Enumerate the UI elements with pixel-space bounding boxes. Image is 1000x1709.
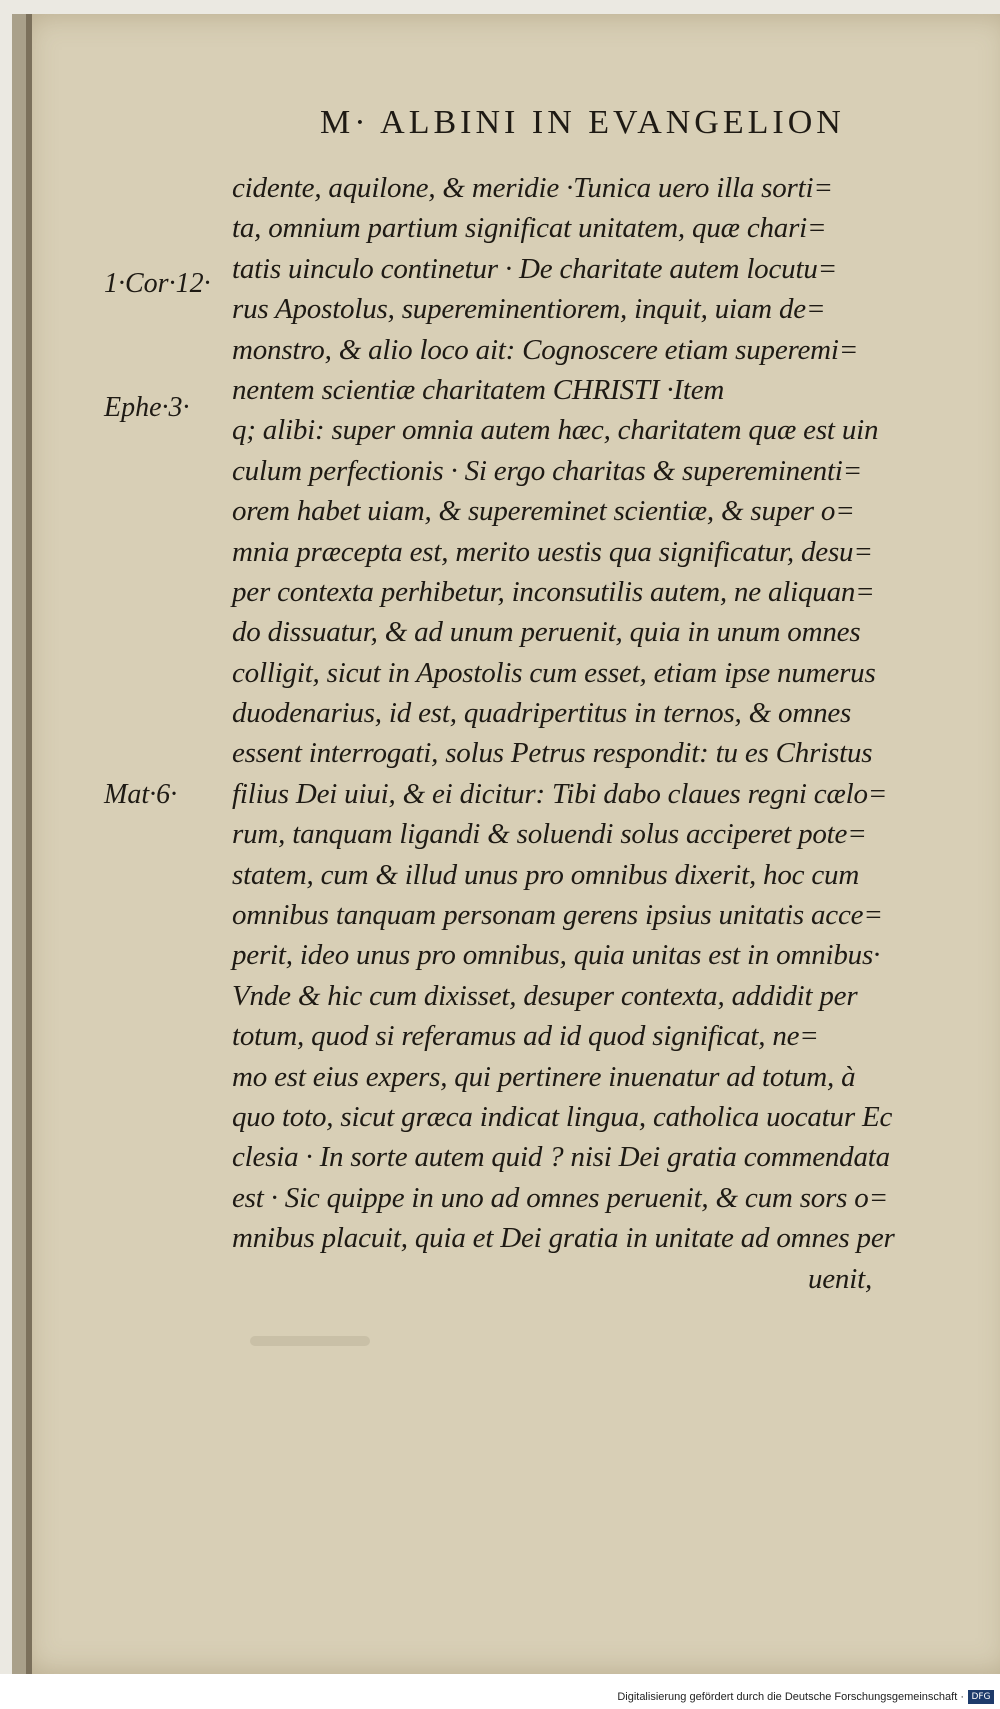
- text-line: Vnde & hic cum dixisset, desuper contexta, addidit per: [232, 979, 858, 1012]
- text-line: totum, quod si referamus ad id quod significat, ne=: [232, 1020, 819, 1053]
- text-line: cidente, aquilone, & meridie ·Tunica uero illa sorti=: [232, 172, 833, 204]
- text-line: tatis uinculo continetur · De charitate autem locutu=: [232, 252, 837, 285]
- running-head: M· ALBINI IN EVANGELION: [320, 104, 845, 141]
- text-line: quo toto, sicut græca indicat lingua, catholica uocatur Ec: [232, 1100, 893, 1133]
- text-line: clesia · In sorte autem quid ? nisi Dei gratia commendata: [232, 1141, 890, 1174]
- text-line: nentem scientiæ charitatem CHRISTI ·Item: [232, 373, 725, 406]
- text-line: monstro, & alio loco ait: Cognoscere etiam superemi=: [232, 333, 859, 366]
- dfg-logo: DFG: [968, 1690, 994, 1704]
- margin-note-ephe: Ephe·3·: [104, 392, 190, 423]
- text-line: essent interrogati, solus Petrus respondit: tu es Christus: [232, 737, 873, 770]
- text-line: filius Dei uiui, & ei dicitur: Tibi dabo claues regni cælo=: [232, 777, 888, 810]
- ink-smudge: [250, 1336, 370, 1346]
- text-line: perit, ideo unus pro omnibus, quia unitas est in omnibus·: [232, 939, 881, 972]
- text-line: duodenarius, id est, quadripertitus in ternos, & omnes: [232, 697, 852, 730]
- text-line: statem, cum & illud unus pro omnibus dixerit, hoc cum: [232, 858, 860, 891]
- text-line: ta, omnium partium significat unitatem, quæ chari=: [232, 212, 827, 245]
- text-line: mnibus placuit, quia et Dei gratia in unitate ad omnes per: [232, 1222, 895, 1255]
- text-line: orem habet uiam, & supereminet scientiæ, & super o=: [232, 495, 855, 528]
- text-line: rus Apostolus, supereminentiorem, inquit, uiam de=: [232, 293, 826, 326]
- text-line: culum perfectionis · Si ergo charitas & supereminenti=: [232, 454, 863, 487]
- page-gutter-edge: [26, 14, 32, 1674]
- body-text: [232, 168, 932, 1299]
- catchword: uenit,: [807, 1262, 872, 1295]
- text-line: do dissuatur, & ad unum peruenit, quia in unum omnes: [232, 616, 861, 649]
- footer-credit: Digitalisierung gefördert durch die Deutsche Forschungsgemeinschaft ·: [617, 1691, 964, 1703]
- text-line: rum, tanquam ligandi & soluendi solus acciperet pote=: [232, 818, 867, 851]
- text-line: mo est eius expers, qui pertinere inuenatur ad totum, à: [232, 1060, 856, 1093]
- text-line: q; alibi: super omnia autem hæc, charitatem quæ est uin: [232, 414, 879, 447]
- margin-note-mat: Mat·6·: [104, 779, 178, 810]
- text-line: est · Sic quippe in uno ad omnes peruenit, & cum sors o=: [232, 1181, 888, 1214]
- text-line: colligit, sicut in Apostolis cum esset, etiam ipse numerus: [232, 656, 876, 689]
- text-line: mnia præcepta est, merito uestis qua significatur, desu=: [232, 535, 873, 568]
- margin-note-cor: 1·Cor·12·: [104, 268, 211, 299]
- text-line: omnibus tanquam personam gerens ipsius unitatis acce=: [232, 899, 883, 932]
- text-line: per contexta perhibetur, inconsutilis autem, ne aliquan=: [232, 575, 875, 608]
